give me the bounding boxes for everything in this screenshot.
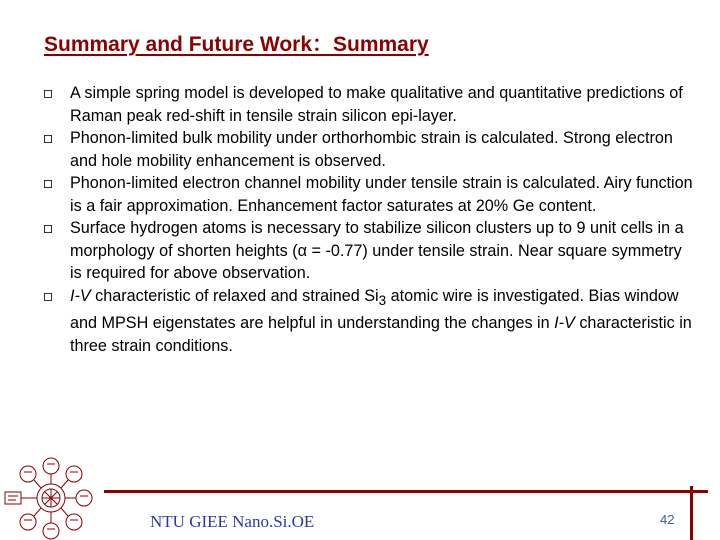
bullet-text (70, 84, 683, 125)
text-run: Phonon-limited bulk mobility under orthorhombic strain is calculated. Strong electron and hole mobility enhancement is observed. (70, 129, 673, 170)
text-run: Phonon-limited electron channel mobility under tensile strain is calculated. Airy function is a fair approximation. Enhancement factor saturates at 20% Ge content. (70, 174, 693, 215)
footer-line (104, 490, 708, 493)
page-number: 42 (660, 512, 675, 527)
bullet-item (44, 172, 694, 217)
bullet-item (44, 127, 694, 172)
square-bullet-icon (44, 293, 52, 301)
footer-text: NTU GIEE Nano.Si.OE (150, 512, 315, 531)
italic-term: I-V (70, 286, 91, 305)
footer-tick (690, 486, 693, 540)
bullet-text (70, 287, 692, 355)
bullet-item (44, 285, 694, 358)
bullet-list (44, 82, 694, 357)
square-bullet-icon (44, 90, 52, 98)
slide-title: Summary and Future Work：Summary (44, 33, 429, 56)
bullet-text (70, 219, 684, 282)
text-run: characteristic of relaxed and strained Si (90, 286, 379, 305)
square-bullet-icon (44, 225, 52, 233)
text-run: atomic wire is investigated. Bias window and MPSH eigenstates are helpful in understanding the changes in (70, 286, 679, 333)
text-run: A simple spring model is developed to make qualitative and quantitative predictions of Raman peak red-shift in tensile strain silicon epi-layer. (70, 84, 683, 125)
lab-logo (2, 452, 100, 540)
bullet-text (70, 174, 693, 215)
subscript: 3 (378, 292, 387, 308)
bullet-item (44, 82, 694, 127)
square-bullet-icon (44, 135, 52, 143)
text-run: characteristic in three strain conditions. (70, 314, 692, 355)
text-run: Surface hydrogen atoms is necessary to stabilize silicon clusters up to 9 unit cells in a morphology of shorten heights (α = -0.77) under tensile strain. Near square symmetry is required for above observation. (70, 219, 684, 282)
bullet-text (70, 129, 673, 170)
square-bullet-icon (44, 180, 52, 188)
italic-term: I-V (554, 314, 575, 333)
bullet-item (44, 217, 694, 285)
